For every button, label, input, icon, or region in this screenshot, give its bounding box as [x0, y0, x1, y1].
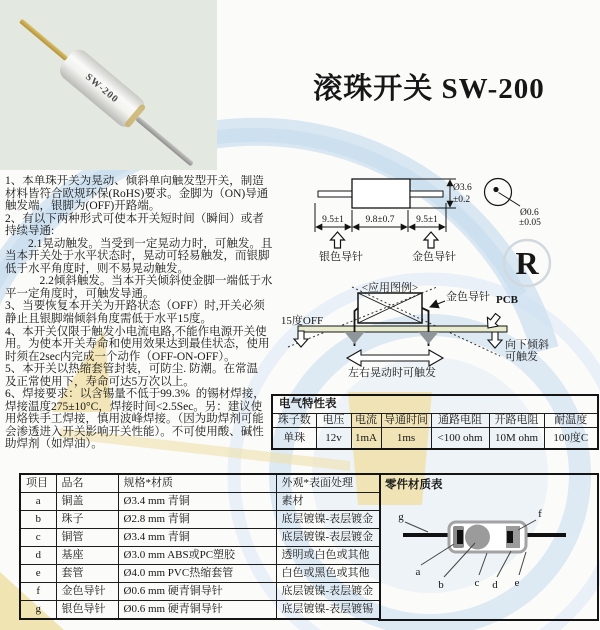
- parts-finish-cell: 底层镀镍-表层镀金: [276, 583, 380, 601]
- table-row: [20, 529, 380, 547]
- notes-line: 6、焊接要求：以含锡量不低于99.3% 的锡材焊接，: [5, 388, 265, 401]
- part-label-c: c: [474, 577, 480, 589]
- parts-finish-cell: 底层镀镍-表层镀锡: [276, 601, 380, 620]
- table-row: [20, 565, 380, 583]
- parts-spec-cell: Ø0.6 mm 硬青铜导针: [118, 583, 276, 601]
- electrical-value-cell: 单珠: [272, 428, 316, 450]
- notes-line: 2.2倾斜触发。当本开关倾斜使金脚一端低于水: [5, 275, 273, 288]
- parts-finish-cell: 白色或黑色或其他: [276, 565, 380, 583]
- silver-pin-label: 银色导针: [319, 251, 363, 263]
- product-photo: [0, 0, 217, 170]
- electrical-header-cell: 耐温度: [544, 414, 598, 428]
- electrical-value-cell: 10M ohm: [489, 428, 544, 450]
- switch-on-pcb: [345, 293, 439, 346]
- parts-box-title: 零件材质表: [385, 479, 443, 491]
- parts-item-cell: g: [20, 601, 56, 620]
- notes-text: [5, 175, 275, 451]
- notes-line: 静止且银脚端倾斜角度需低于水平15度。: [5, 313, 212, 326]
- parts-name-cell: 套管: [56, 565, 118, 583]
- notes-line: 2、有以下两种形式可使本开关短时间（瞬间）或者: [5, 212, 264, 225]
- table-row: [20, 493, 380, 511]
- notes-line: 触发端，银脚为(OFF)开路端。: [5, 200, 161, 213]
- parts-finish-cell: 底层镀镍-表层镀金: [276, 511, 380, 529]
- application-diagram: [278, 276, 600, 384]
- switch-body-label: SW-200: [83, 71, 121, 106]
- parts-item-cell: f: [20, 583, 56, 601]
- notes-line: 材料皆符合欧规环保(RoHS)要求。金脚为（ON)导通: [5, 187, 269, 200]
- dim-body-diameter: Ø3.6: [453, 183, 472, 193]
- parts-material-box: [378, 473, 599, 621]
- table-row: [20, 547, 380, 565]
- parts-table-header-cell: 品名: [56, 474, 118, 493]
- electrical-header-cell: 通路电阻: [431, 414, 489, 428]
- electrical-value-cell: 1mA: [351, 428, 381, 450]
- part-label-a: a: [415, 566, 421, 578]
- electrical-header-cell: 电压: [316, 414, 351, 428]
- parts-spec-cell: Ø3.0 mm ABS或PC塑胶: [118, 547, 276, 565]
- notes-line: 助焊剂（如焊油）。: [5, 438, 103, 451]
- parts-name-cell: 铜管: [56, 529, 118, 547]
- dim-pin-diameter: Ø0.6: [520, 208, 539, 218]
- electrical-table-title: 电气特性表: [272, 395, 598, 414]
- down-arrow-right-icon: [488, 332, 502, 348]
- notes-line: 5、本开关以热缩套管封装，可防尘. 防潮。在常温: [5, 363, 258, 376]
- parts-spec-cell: Ø3.4 mm 青铜: [118, 529, 276, 547]
- notes-line: 1、本单珠开关为晃动、倾斜单向触发型开关，制造: [5, 175, 264, 187]
- notes-line: 4、本开关仅限于触发小电流电路,不能作电源开关使: [5, 325, 267, 338]
- page-title: 滚珠开关 SW-200: [313, 73, 545, 105]
- pcb-board: [298, 326, 507, 332]
- dim-body-diameter-tol: ±0.2: [453, 195, 471, 205]
- dim-body-length: 9.8±0.7: [365, 215, 395, 225]
- notes-line: 当本开关处于水平状态时，晃动可轻易触发，而银脚: [5, 250, 270, 263]
- electrical-table: [271, 394, 599, 450]
- parts-table-header-cell: 外观*表面处理: [276, 474, 380, 493]
- part-label-b: b: [438, 579, 444, 591]
- dim-lead-right: 9.5±1: [416, 215, 438, 225]
- electrical-value-cell: 1ms: [381, 428, 431, 450]
- parts-spec-cell: Ø0.6 mm 硬青铜导针: [118, 601, 276, 620]
- part-label-e: e: [514, 577, 520, 589]
- cross-section-shapes: [403, 522, 566, 552]
- notes-line: 焊接温度275±10°C，焊接时间<2.5Sec。另：建议使: [5, 400, 263, 413]
- parts-item-cell: e: [20, 565, 56, 583]
- part-label-g: g: [398, 511, 404, 523]
- parts-spec-cell: Ø2.8 mm 青铜: [118, 511, 276, 529]
- notes-line: 2.1晃动触发。当受到一定晃动力时，可触发。且: [5, 237, 273, 250]
- tilt-trigger-label-1: 向下倾斜: [505, 339, 549, 351]
- electrical-header-cell: 电流: [351, 414, 381, 428]
- notes-line: 用。为使本开关寿命和使用效果达到最佳状态，使用: [5, 338, 270, 351]
- notes-line: 会渗透进入开关影响开关性能）。不可使用酸、碱性: [5, 425, 264, 438]
- parts-finish-cell: 透明或白色或其他: [276, 547, 380, 565]
- parts-finish-cell: 素材: [276, 493, 380, 511]
- switch-component: [9, 6, 208, 170]
- notes-line: 低于水平角度时，则不易晃动触发。: [5, 262, 189, 275]
- notes-line: 持续导通:: [5, 225, 55, 238]
- parts-name-cell: 基座: [56, 547, 118, 565]
- app-caption: <应用图例>: [361, 282, 419, 294]
- gold-pin-pointer: [430, 301, 445, 307]
- table-row: [20, 583, 380, 601]
- notes-line: 平一定角度时，可触发导通。: [5, 287, 155, 300]
- pin-pointer-arrows: [331, 232, 439, 248]
- electrical-value-cell: 100度C: [544, 428, 598, 450]
- electrical-header-cell: 开路电阻: [489, 414, 544, 428]
- parts-table-header-cell: 规格*材质: [118, 474, 276, 493]
- part-label-d: d: [492, 579, 498, 591]
- electrical-header-cell: 导通时间: [381, 414, 431, 428]
- parts-table-header-cell: 项目: [20, 474, 56, 493]
- part-label-f: f: [538, 508, 542, 520]
- silver-pin: [136, 116, 194, 166]
- parts-spec-cell: Ø4.0 mm PVC热缩套管: [118, 565, 276, 583]
- parts-item-cell: a: [20, 493, 56, 511]
- shake-trigger-label: 左右晃动时可触发: [348, 367, 436, 379]
- parts-table: [19, 473, 381, 620]
- switch-body: [56, 46, 148, 131]
- parts-name-cell: 金色导针: [56, 583, 118, 601]
- dim-lead-left: 9.5±1: [322, 215, 344, 225]
- parts-spec-cell: Ø3.4 mm 青铜: [118, 493, 276, 511]
- gold-pin-label: 金色导针: [412, 251, 456, 263]
- electrical-value-cell: <100 ohm: [431, 428, 489, 450]
- tilt-trigger-label-2: 可触发: [505, 351, 538, 363]
- parts-name-cell: 铜盖: [56, 493, 118, 511]
- dim-pin-diameter-tol: ±0.05: [519, 218, 541, 228]
- dimension-drawing: [280, 168, 600, 273]
- end-view: [485, 179, 521, 207]
- notes-line: 3、当要恢复本开关为开路状态（OFF）时,开关必须: [5, 300, 265, 313]
- parts-item-cell: b: [20, 511, 56, 529]
- table-row: [20, 511, 380, 529]
- notes-line: 及正常使用下，寿命可达5万次以上。: [5, 375, 195, 388]
- pcb-label: PCB: [496, 294, 518, 306]
- switch-outline: [318, 179, 443, 208]
- down-arrow-left-icon: [294, 331, 308, 347]
- off-angle-label: 15度OFF: [280, 315, 324, 327]
- parts-item-cell: c: [20, 529, 56, 547]
- parts-finish-cell: 底层镀镍-表层镀金: [276, 529, 380, 547]
- svg-text:R: R: [515, 245, 539, 281]
- notes-line: 时须在2sec内完成一个动作（OFF-ON-OFF）。: [5, 350, 236, 363]
- notes-line: 用烙铁手工焊接，慎用波峰焊接。（因为助焊剂可能: [5, 413, 264, 426]
- electrical-header-cell: 珠子数: [272, 414, 316, 428]
- gold-pin: [19, 18, 68, 60]
- app-gold-pin-label: 金色导针: [446, 291, 490, 303]
- parts-name-cell: 珠子: [56, 511, 118, 529]
- cross-section-diagram: [378, 475, 595, 619]
- electrical-value-cell: 12v: [316, 428, 351, 450]
- parts-name-cell: 银色导针: [56, 601, 118, 620]
- table-row: [20, 601, 380, 620]
- shake-double-arrow-icon: [347, 350, 443, 366]
- parts-item-cell: d: [20, 547, 56, 565]
